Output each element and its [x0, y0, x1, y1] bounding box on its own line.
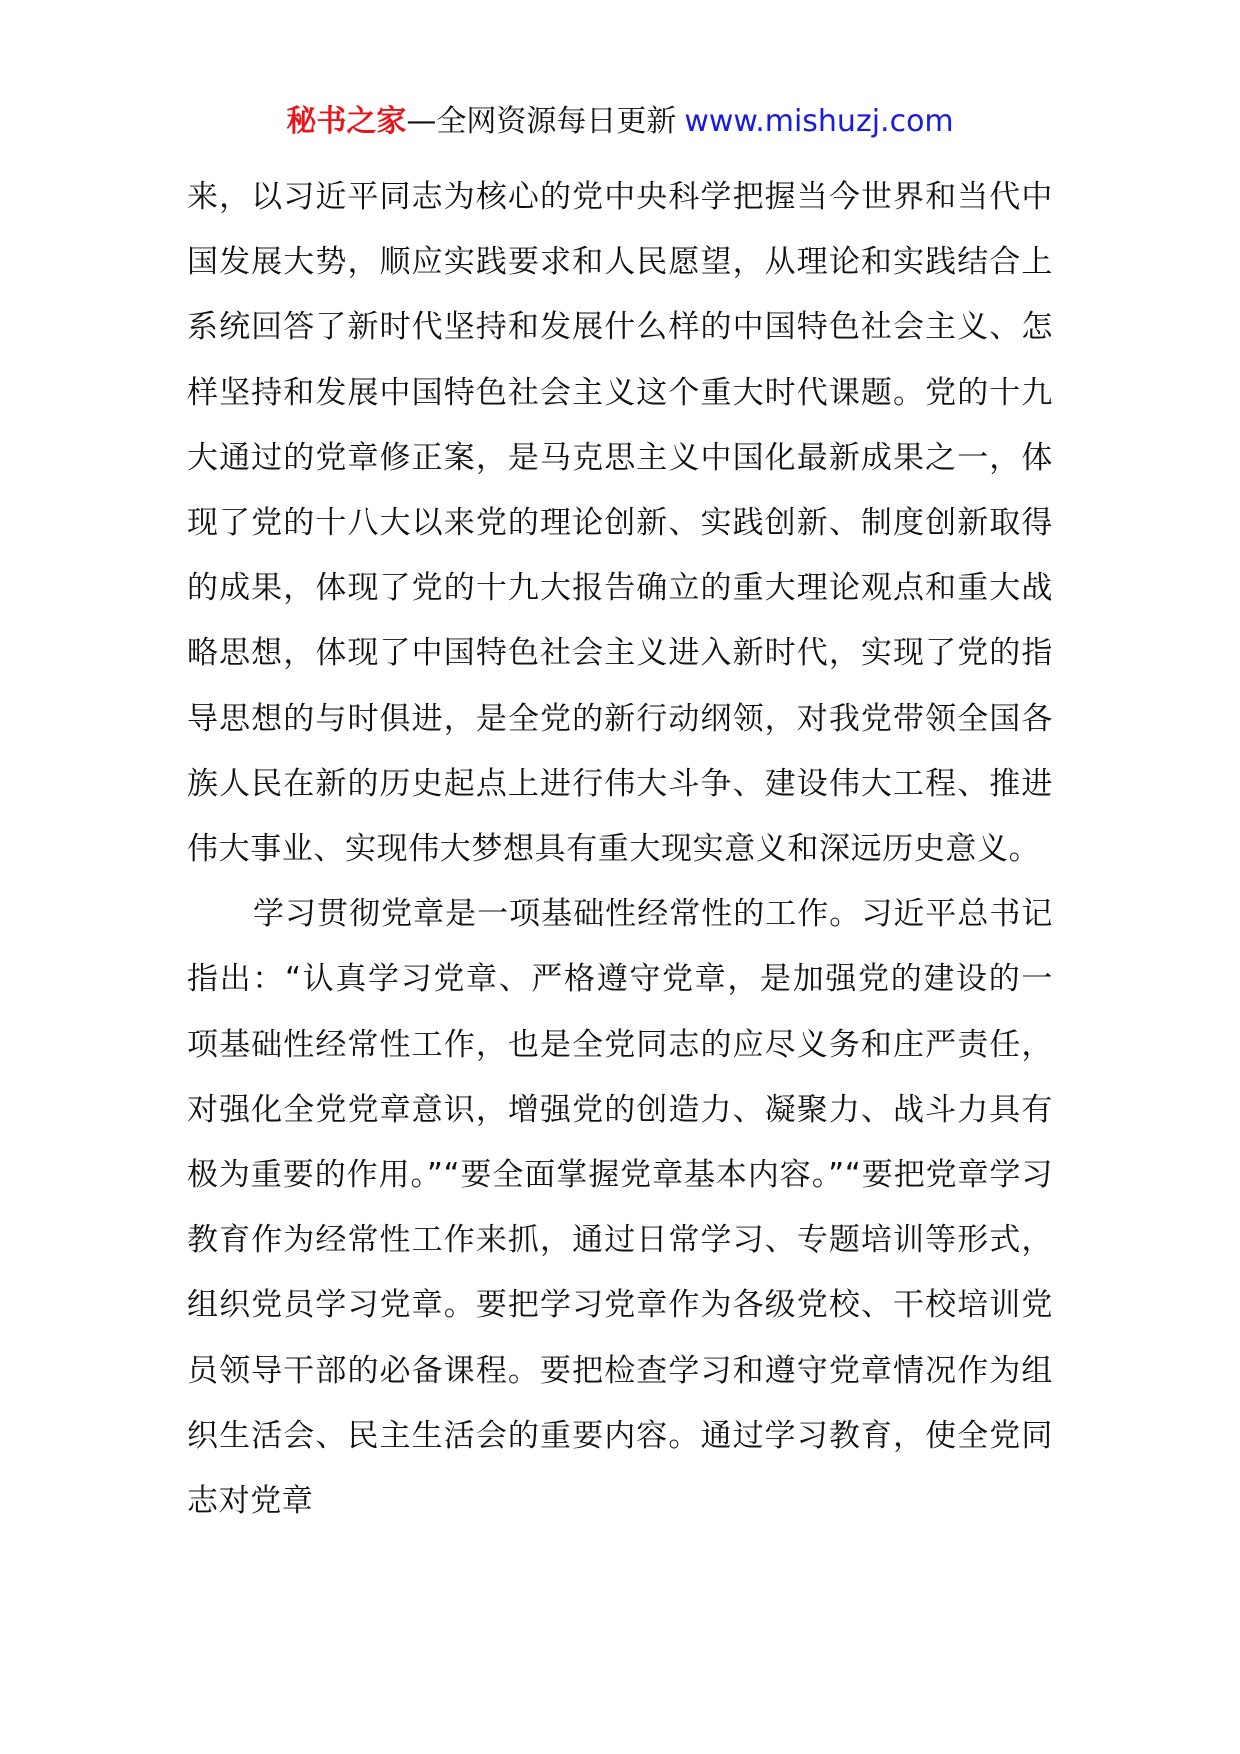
document-body — [187, 165, 1053, 1534]
paragraph-party-constitution-study: 学习贯彻党章是一项基础性经常性的工作。习近平总书记指出：“认真学习党章、严格遵守党章，是加强党的建设的一项基础性经常性工作，也是全党同志的应尽义务和庄严责任，对强化全党党章意识，增强党的创造力、凝聚力、战斗力具有极为重要的作用。”“要全面掌握党章基本内容。”“要把党章学习教育作为经常性工作来抓，通过日常学习、专题培训等形式，组织党员学习党章。要把学习党章作为各级党校、干校培训党员领导干部的必备课程。要把检查学习和遵守党章情况作为组织生活会、民主生活会的重要内容。通过学习教育，使全党同志对党章 — [187, 896, 1053, 1520]
site-tagline: —全网资源每日更新 — [406, 104, 677, 139]
paragraph-continuation: 来，以习近平同志为核心的党中央科学把握当今世界和当代中国发展大势，顺应实践要求和人民愿望，从理论和实践结合上系统回答了新时代坚持和发展什么样的中国特色社会主义、怎样坚持和发展中国特色社会主义这个重大时代课题。党的十九大通过的党章修正案，是马克思主义中国化最新成果之一，体现了党的十八大以来党的理论创新、实践创新、制度创新取得的成果，体现了党的十九大报告确立的重大理论观点和重大战略思想，体现了中国特色社会主义进入新时代，实现了党的指导思想的与时俱进，是全党的新行动纲领，对我党带领全国各族人民在新的历史起点上进行伟大斗争、建设伟大工程、推进伟大事业、实现伟大梦想具有重大现实意义和深远历史意义。 — [187, 179, 1053, 868]
site-header — [0, 100, 1240, 144]
site-url-link[interactable]: www.mishuzj.com — [684, 104, 954, 139]
site-brand: 秘书之家 — [286, 104, 407, 139]
